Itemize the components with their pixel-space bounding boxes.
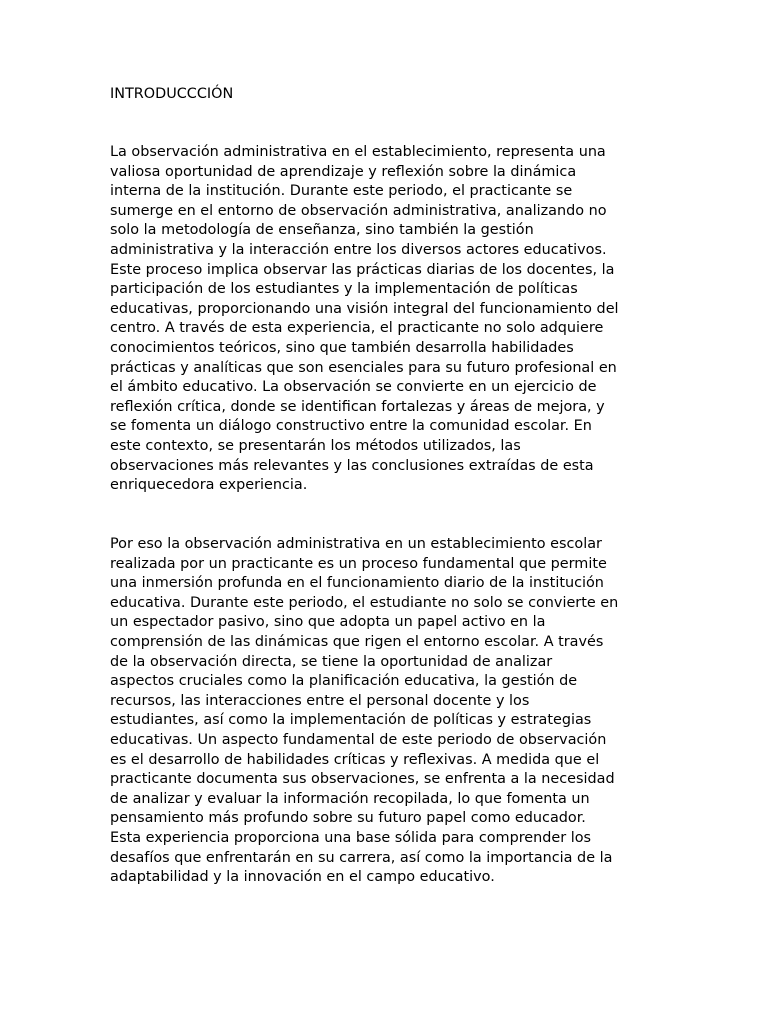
text-line: participación de los estudiantes y la implementación de políticas <box>110 281 578 298</box>
text-line: Por eso la observación administrativa en un establecimiento escolar <box>110 536 602 552</box>
text-line: se fomenta un diálogo constructivo entre la comunidad escolar. En <box>110 418 592 435</box>
text-line: valiosa oportunidad de aprendizaje y reflexión sobre la dinámica <box>110 163 577 180</box>
text-line: administrativa y la interacción entre los diversos actores educativos. <box>110 241 607 258</box>
text-line: enriquecedora experiencia. <box>110 477 308 494</box>
text-line: Este proceso implica observar las prácticas diarias de los docentes, la <box>110 261 615 278</box>
text-line: educativas. Un aspecto fundamental de este periodo de observación <box>110 731 607 748</box>
text-line: educativa. Durante este periodo, el estudiante no solo se convierte en <box>110 594 619 611</box>
text-line: estudiantes, así como la implementación de políticas y estrategias <box>110 712 592 729</box>
text-line: centro. A través de esta experiencia, el practicante no solo adquiere <box>110 320 604 337</box>
paragraph-body <box>110 535 618 888</box>
paragraph-introduction <box>110 143 619 496</box>
text-line: La observación administrativa en el establecimiento, representa una <box>110 144 606 160</box>
document-heading: INTRODUCCCIÓN <box>110 86 234 102</box>
text-line: educativas, proporcionando una visión integral del funcionamiento del <box>110 300 619 317</box>
text-line: sumerge en el entorno de observación administrativa, analizando no <box>110 202 607 219</box>
text-line: comprensión de las dinámicas que rigen el entorno escolar. A través <box>110 633 604 650</box>
text-line: aspectos cruciales como la planificación educativa, la gestión de <box>110 673 578 690</box>
text-line: Esta experiencia proporciona una base sólida para comprender los <box>110 829 592 846</box>
text-line: una inmersión profunda en el funcionamiento diario de la institución <box>110 575 604 592</box>
text-line: conocimientos teóricos, sino que también desarrolla habilidades <box>110 339 574 356</box>
text-line: un espectador pasivo, sino que adopta un papel activo en la <box>110 614 546 631</box>
text-line: reflexión crítica, donde se identifican fortalezas y áreas de mejora, y <box>110 398 605 415</box>
text-line: interna de la institución. Durante este periodo, el practicante se <box>110 183 573 200</box>
text-line: observaciones más relevantes y las conclusiones extraídas de esta <box>110 457 594 474</box>
text-line: de la observación directa, se tiene la oportunidad de analizar <box>110 653 553 670</box>
text-line: este contexto, se presentarán los métodos utilizados, las <box>110 437 521 454</box>
text-line: desafíos que enfrentarán en su carrera, así como la importancia de la <box>110 849 613 866</box>
text-line: el ámbito educativo. La observación se convierte en un ejercicio de <box>110 379 597 396</box>
text-line: recursos, las interacciones entre el personal docente y los <box>110 692 530 709</box>
text-line: de analizar y evaluar la información recopilada, lo que fomenta un <box>110 790 590 807</box>
text-line: pensamiento más profundo sobre su futuro papel como educador. <box>110 810 586 827</box>
text-line: prácticas y analíticas que son esenciales para su futuro profesional en <box>110 359 617 376</box>
text-line: solo la metodología de enseñanza, sino también la gestión <box>110 222 534 239</box>
text-line: realizada por un practicante es un proceso fundamental que permite <box>110 555 607 572</box>
text-line: practicante documenta sus observaciones, se enfrenta a la necesidad <box>110 771 615 788</box>
text-line: es el desarrollo de habilidades críticas y reflexivas. A medida que el <box>110 751 600 768</box>
text-line: adaptabilidad y la innovación en el campo educativo. <box>110 869 495 886</box>
